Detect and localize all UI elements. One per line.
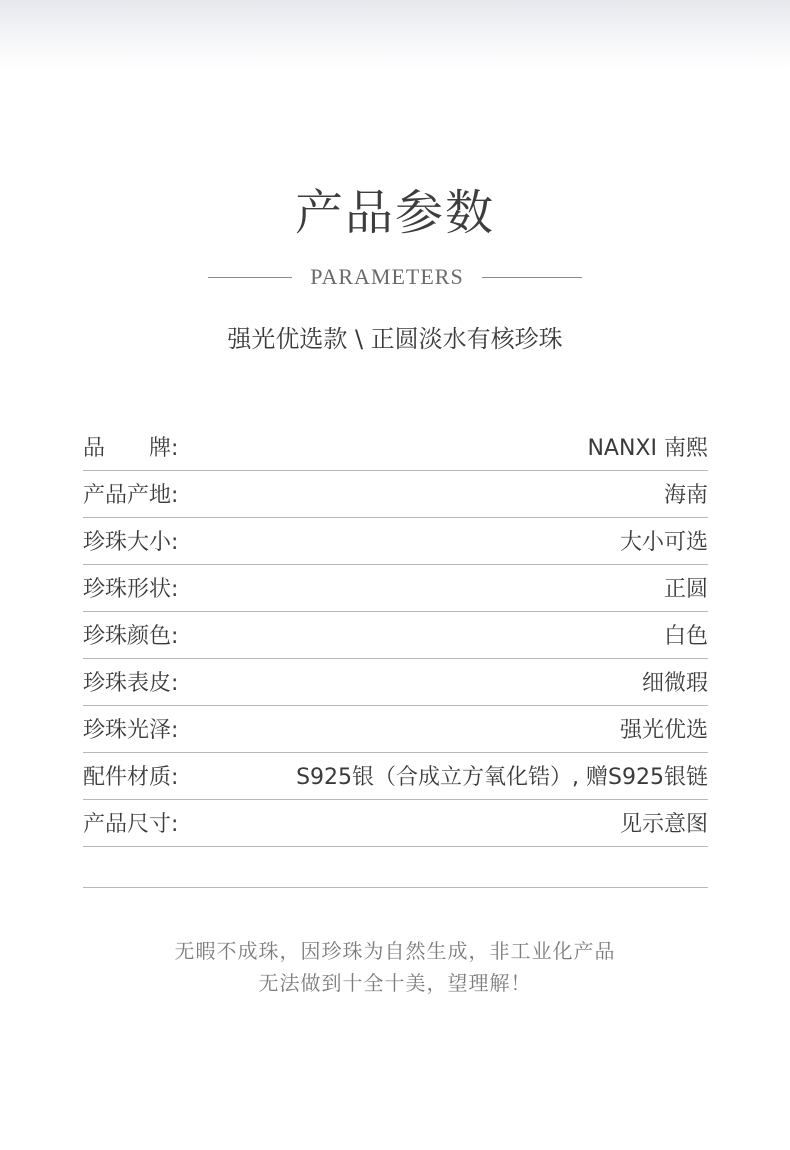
param-label: 珍珠表皮: (83, 671, 179, 696)
param-label: 产品尺寸: (83, 812, 179, 837)
param-value: 白色 (663, 624, 708, 649)
param-value: NANXI 南熙 (587, 436, 708, 461)
param-row-surface (83, 659, 708, 706)
param-row-brand (83, 424, 708, 471)
param-row-dimensions (83, 800, 708, 847)
param-row-color (83, 612, 708, 659)
param-row-size (83, 518, 708, 565)
param-value: S925银（合成立方氧化锆）, 赠S925银链 (296, 765, 708, 790)
param-row-luster (83, 706, 708, 753)
param-value: 正圆 (663, 577, 708, 602)
parameters-table (83, 424, 708, 847)
param-row-shape (83, 565, 708, 612)
product-tagline: 强光优选款 \ 正圆淡水有核珍珠 (227, 325, 563, 353)
param-value: 强光优选 (619, 718, 708, 743)
param-value: 见示意图 (619, 812, 708, 837)
top-gradient-band (0, 0, 790, 70)
table-bottom-divider (83, 887, 708, 888)
param-label: 配件材质: (83, 765, 179, 790)
subtitle-divider-left (208, 277, 292, 278)
param-label: 珍珠光泽: (83, 718, 179, 743)
param-label: 珍珠颜色: (83, 624, 179, 649)
param-label: 珍珠形状: (83, 577, 179, 602)
param-value: 细微瑕 (641, 671, 708, 696)
param-value: 海南 (663, 483, 708, 508)
subtitle-divider-right (482, 277, 582, 278)
footer-note-line-1: 无暇不成珠，因珍珠为自然生成，非工业化产品 (174, 939, 616, 963)
footer-note-line-2: 无法做到十全十美，望理解！ (258, 971, 532, 995)
subtitle-row (0, 262, 790, 292)
page-subtitle: PARAMETERS (310, 264, 464, 289)
param-value: 大小可选 (619, 530, 708, 555)
param-row-origin (83, 471, 708, 518)
param-row-material (83, 753, 708, 800)
param-label: 珍珠大小: (83, 530, 179, 555)
param-label: 品 牌: (83, 436, 179, 461)
param-label: 产品产地: (83, 483, 179, 508)
page-title: 产品参数 (294, 185, 495, 241)
